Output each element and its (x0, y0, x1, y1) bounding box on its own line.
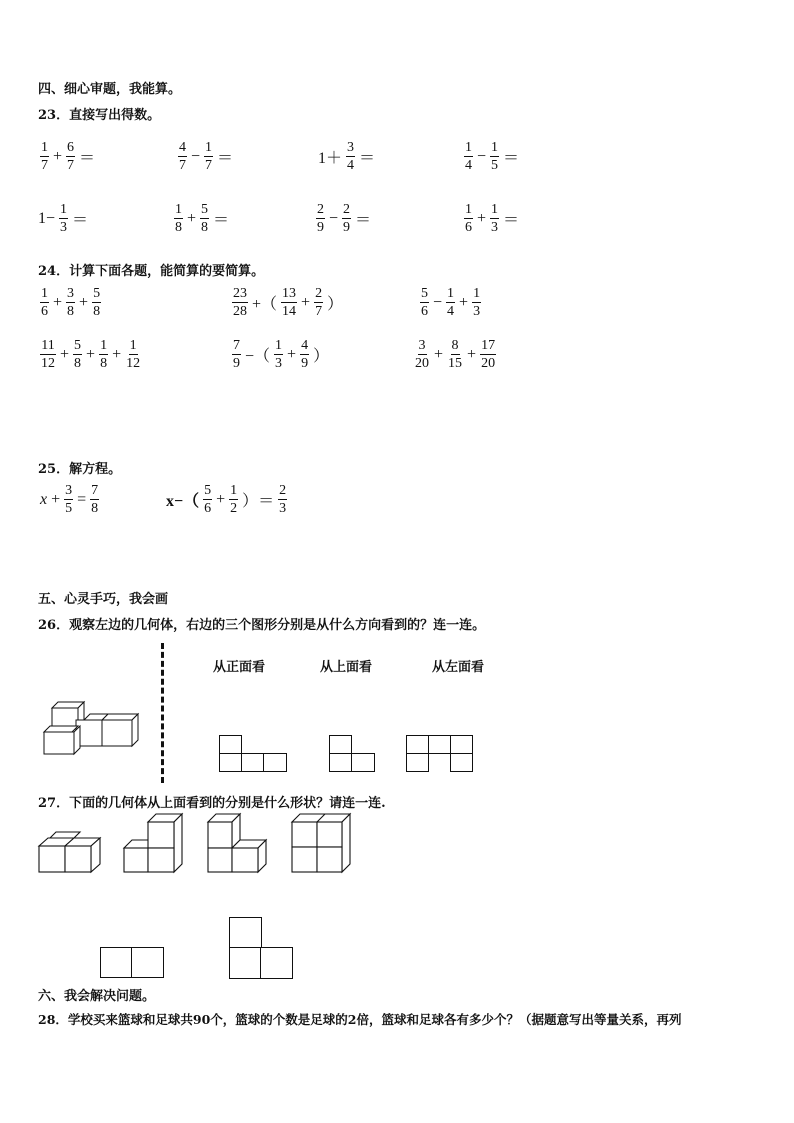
q23-item-5: 1− $\frac{1}{3}$ ＝ (38, 202, 89, 235)
top-view-shape-2 (229, 917, 293, 979)
q24-expr-4: $\frac{11}{12}$ + $\frac{5}{8}$ + $\frac{1}{8}$ + $\frac{1}{12}$ (41, 338, 141, 371)
q23-item-8: $\frac{1}{6}$ + $\frac{1}{3}$ ＝ (465, 202, 520, 235)
view-label-left: 从左面看 (432, 660, 485, 675)
question-title: 26．观察左边的几何体，右边的三个图形分别是从什么方向看到的？连一连。 (38, 618, 486, 633)
q23-item-7: $\frac{2}{9}$ − $\frac{2}{9}$ ＝ (317, 202, 372, 235)
question-title: 23．直接写出得数。 (38, 108, 161, 123)
question-title: 28．学校买来篮球和足球共90个，篮球的个数是足球的2倍，篮球和足球各有多少个？（据题意写出等量关系，再列 (38, 1012, 682, 1027)
solids-row (36, 812, 366, 878)
q23-item-4: $\frac{1}{4}$ − $\frac{1}{5}$ ＝ (465, 140, 520, 173)
view-label-front: 从正面看 (213, 660, 266, 675)
q24-expr-1: $\frac{1}{6}$ + $\frac{3}{8}$ + $\frac{5}{8}$ (41, 286, 101, 319)
view-grid-2 (329, 735, 375, 772)
q24-expr-3: $\frac{5}{6}$ − $\frac{1}{4}$ + $\frac{1}{3}$ (421, 286, 481, 319)
equation-1: x + $\frac{3}{5}$ = $\frac{7}{8}$ (40, 483, 99, 516)
top-view-shape-1 (100, 947, 164, 978)
q24-expr-5: $\frac{7}{9}$ −（ $\frac{1}{3}$ + $\frac{4}{9}$ ） (233, 338, 330, 371)
q23-item-3: 1＋ $\frac{3}{4}$ ＝ (318, 140, 376, 173)
question-title: 27．下面的几何体从上面看到的分别是什么形状？请连一连. (38, 796, 386, 811)
view-grid-1 (219, 735, 287, 772)
view-label-top: 从上面看 (320, 660, 373, 675)
equation-2: x−（ $\frac{5}{6}$ + $\frac{1}{2}$ ）＝ $\frac{2}{3}$ (166, 483, 287, 516)
question-title: 25．解方程。 (38, 462, 122, 477)
q24-expr-6: $\frac{3}{20}$ + $\frac{8}{15}$ + $\frac{17}{20}$ (415, 338, 496, 371)
section-heading: 六、我会解决问题。 (38, 989, 156, 1004)
q24-expr-2: $\frac{23}{28}$ +（ $\frac{13}{14}$ + $\frac{2}{7}$ ） (233, 286, 344, 319)
section-heading: 五、心灵手巧，我会画 (38, 592, 169, 607)
q23-item-6: $\frac{1}{8}$ + $\frac{5}{8}$ ＝ (175, 202, 230, 235)
view-grid-3 (406, 735, 473, 772)
dashed-divider (161, 643, 164, 783)
solid-figure (40, 696, 140, 756)
q23-item-2: $\frac{4}{7}$ − $\frac{1}{7}$ ＝ (179, 140, 234, 173)
q23-item-1: $\frac{1}{7}$ + $\frac{6}{7}$ ＝ (41, 140, 96, 173)
section-heading: 四、细心审题，我能算。 (38, 82, 182, 97)
question-title: 24．计算下面各题，能简算的要简算。 (38, 264, 265, 279)
